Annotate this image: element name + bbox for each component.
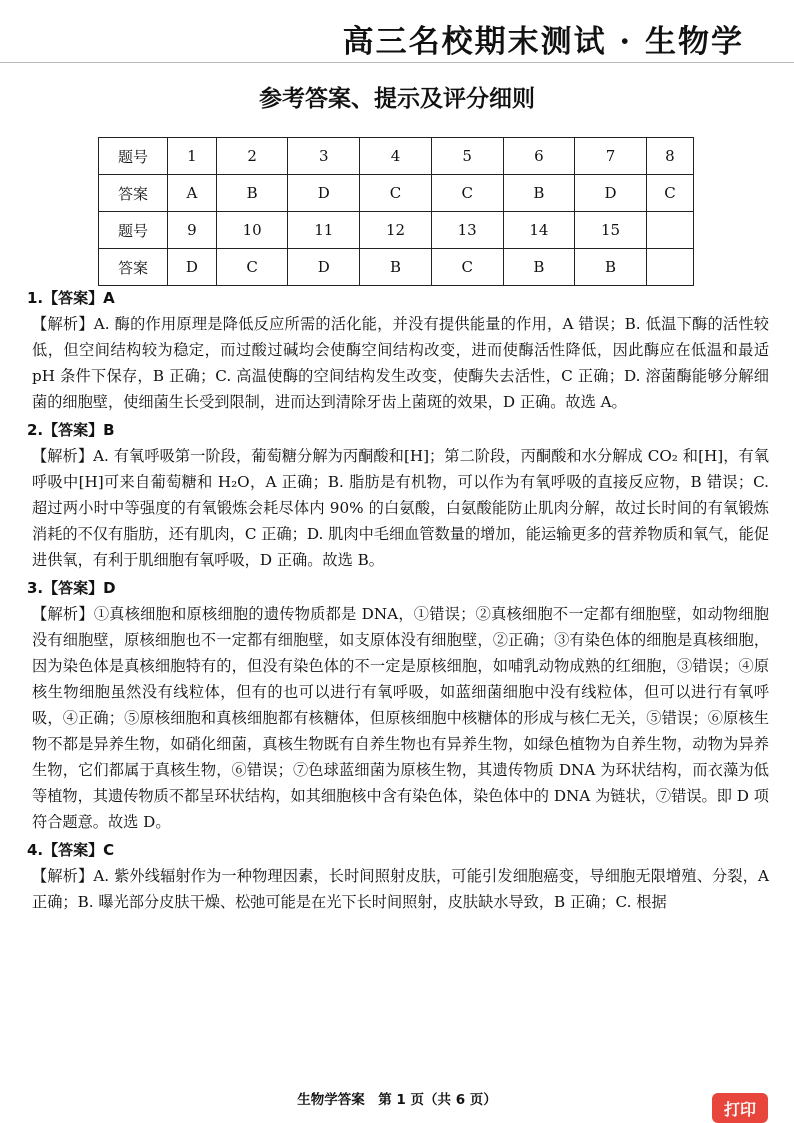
question-analysis: 【解析】①真核细胞和原核细胞的遗传物质都是 DNA，①错误；②真核细胞不一定都有细胞壁，如动物细胞没有细胞壁，原核细胞也不一定都有细胞壁，如支原体没有细胞壁，②正确；③有染色体的细胞是真核细胞，因为染色体是真核细胞特有的，但没有染色体的不一定是原核细胞，如哺乳动物成熟的红细胞，③错误；④原核生物细胞虽然没有线粒体，但有的也可以进行有氧呼吸，如蓝细菌细胞中没有线粒体，但可以进行有氧呼吸，④正确；⑤原核细胞和真核细胞都有核糖体，但原核细胞中核糖体的形成与核仁无关，⑤错误；⑥原核生物不都是异养生物，如硝化细菌，真核生物既有自养生物也有异养生物，如绿色植物为自养生物，动物为异养生物，它们都属于真核生物，⑥错误；⑦色球蓝细菌为原核生物，其遗传物质 DNA 为环状结构，而衣藻为低等植物，其遗传物质不都呈环状结构，如其细胞核中含有染色体，染色体中的 DNA 为链状，⑦错误。即 D 项符合题意。故选 D。 <box>32 605 769 831</box>
table-cell: 2 <box>216 138 288 175</box>
table-cell: 11 <box>288 212 360 249</box>
table-cell: 1 <box>168 138 217 175</box>
table-cell <box>646 212 693 249</box>
table-row <box>99 249 694 286</box>
question-analysis: 【解析】A. 有氧呼吸第一阶段，葡萄糖分解为丙酮酸和[H]；第二阶段，丙酮酸和水分解成 CO₂ 和[H]，有氧呼吸中[H]可来自葡萄糖和 H₂O，A 正确；B. 脂肪是有机物，可以作为有氧呼吸的直接反应物，B 错误；C. 超过两小时中等强度的有氧锻炼会耗尽体内 90% 的白氨酸，白氨酸能防止肌肉分解，故过长时间的有氧锻炼消耗的不仅有脂肪，还有肌肉，C 正确；D. 肌肉中毛细血管数量的增加，能运输更多的营养物质和氧气，能促进供氧，有利于肌细胞有氧呼吸，D 正确。故选 B。 <box>32 447 769 569</box>
question-analysis: 【解析】A. 酶的作用原理是降低反应所需的活化能，并没有提供能量的作用，A 错误；B. 低温下酶的活性较低，但空间结构较为稳定，而过酸过碱均会使酶空间结构改变，进而使酶活性降低，因此酶应在低温和最适 pH 条件下保存，B 正确；C. 高温使酶的空间结构发生改变，使酶失去活性，C 正确；D. 溶菌酶能够分解细菌的细胞壁，使细菌生长受到限制，进而达到清除牙齿上菌斑的效果，D 正确。故选 A。 <box>32 315 769 411</box>
table-cell: 题号 <box>99 212 168 249</box>
exam-title: 高三名校期末测试 · 生物学 <box>342 24 744 60</box>
question-answer-heading: 2.【答案】B <box>27 421 115 439</box>
table-cell: D <box>168 249 217 286</box>
table-cell: 12 <box>360 212 432 249</box>
table-cell: C <box>216 249 288 286</box>
page-subtitle: 参考答案、提示及评分细则 <box>259 86 535 112</box>
table-cell: 14 <box>503 212 575 249</box>
table-cell: C <box>431 249 503 286</box>
table-cell: 题号 <box>99 138 168 175</box>
table-cell: B <box>503 175 575 212</box>
table-cell: 8 <box>646 138 693 175</box>
table-cell: B <box>503 249 575 286</box>
table-row <box>99 212 694 249</box>
question-answer-heading: 3.【答案】D <box>27 579 116 597</box>
table-cell: C <box>360 175 432 212</box>
table-cell: B <box>216 175 288 212</box>
table-cell: 4 <box>360 138 432 175</box>
table-cell: 7 <box>575 138 647 175</box>
table-cell: 答案 <box>99 175 168 212</box>
question-answer-heading: 1.【答案】A <box>27 289 115 307</box>
table-cell: 5 <box>431 138 503 175</box>
answer-table <box>98 137 694 286</box>
table-cell: 13 <box>431 212 503 249</box>
table-cell: A <box>168 175 217 212</box>
solutions-body <box>27 285 769 917</box>
table-cell: 15 <box>575 212 647 249</box>
question-analysis: 【解析】A. 紫外线辐射作为一种物理因素，长时间照射皮肤，可能引发细胞癌变，导细胞无限增殖、分裂，A 正确；B. 曝光部分皮肤干燥、松弛可能是在光下长时间照射，皮肤缺水导致，B 正确；C. 根据 <box>32 867 769 911</box>
table-row <box>99 175 694 212</box>
table-cell: 答案 <box>99 249 168 286</box>
table-cell: 10 <box>216 212 288 249</box>
table-cell: 9 <box>168 212 217 249</box>
table-cell: 3 <box>288 138 360 175</box>
page-footer: 生物学答案 第 1 页（共 6 页） <box>297 1092 497 1108</box>
table-row <box>99 138 694 175</box>
table-cell: C <box>431 175 503 212</box>
table-cell: D <box>288 249 360 286</box>
table-cell: C <box>646 175 693 212</box>
table-cell <box>646 249 693 286</box>
header-divider <box>0 62 794 63</box>
table-cell: 6 <box>503 138 575 175</box>
table-cell: B <box>360 249 432 286</box>
table-cell: D <box>575 175 647 212</box>
question-answer-heading: 4.【答案】C <box>27 841 115 859</box>
print-button[interactable]: 打印 <box>712 1093 768 1123</box>
table-cell: B <box>575 249 647 286</box>
table-cell: D <box>288 175 360 212</box>
